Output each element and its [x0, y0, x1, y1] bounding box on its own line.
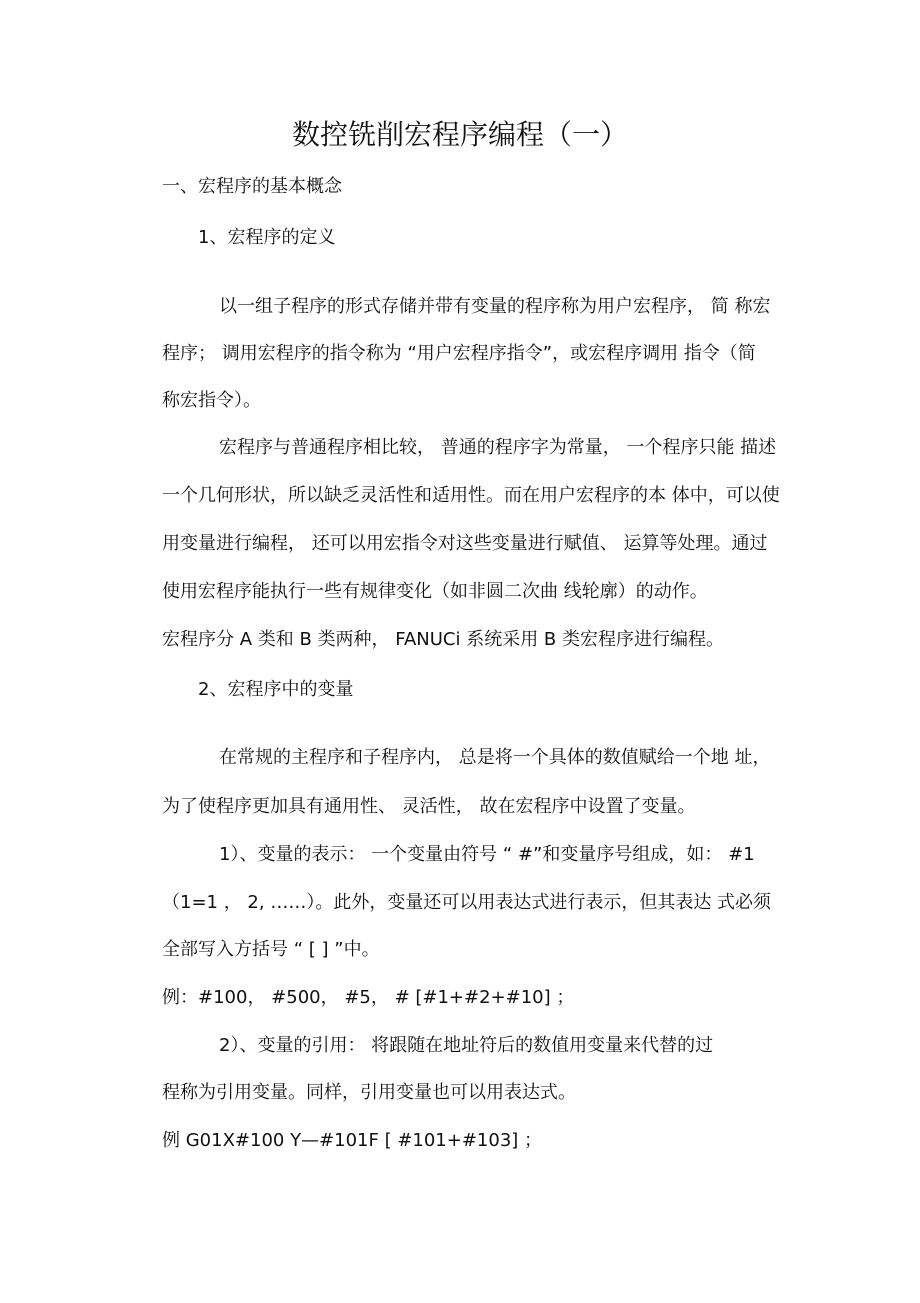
- paragraph-line: 用变量进行编程， 还可以用宏指令对这些变量进行赋值、 运算等处理。通过: [162, 533, 768, 554]
- section-heading: 一、宏程序的基本概念: [162, 176, 342, 197]
- subsection-heading: 1、宏程序的定义: [198, 227, 336, 248]
- paragraph-line: 宏程序与普通程序相比较， 普通的程序字为常量， 一个程序只能 描述: [219, 437, 777, 458]
- paragraph-line: 2）、变量的引用： 将跟随在地址符后的数值用变量来代替的过: [219, 1035, 714, 1056]
- paragraph-line: 全部写入方括号 “ [ ] ”中。: [162, 939, 380, 960]
- paragraph-line: 1）、变量的表示： 一个变量由符号 “ #”和变量序号组成，如： #1: [219, 844, 755, 865]
- paragraph-line: 使用宏程序能执行一些有规律变化（如非圆二次曲 线轮廓）的动作。: [162, 581, 708, 602]
- page-title: 数控铣削宏程序编程（一）: [291, 118, 628, 151]
- paragraph-line: 称宏指令）。: [162, 390, 261, 411]
- example-line: 例：#100， #500， #5， # [#1+#2+#10] ；: [162, 987, 575, 1008]
- paragraph-line: 以一组子程序的形式存储并带有变量的程序称为用户宏程序， 简 称宏: [219, 296, 771, 317]
- paragraph-line: （1=1 ， 2, ……）。此外，变量还可以用表达式进行表示，但其表达 式必须: [162, 892, 772, 913]
- paragraph-line: 程序； 调用宏程序的指令称为 “用户宏程序指令”，或宏程序调用 指令（简: [162, 343, 756, 364]
- subsection-heading: 2、宏程序中的变量: [198, 679, 354, 700]
- paragraph-line: 宏程序分 A 类和 B 类两种， FANUCi 系统采用 B 类宏程序进行编程。: [162, 629, 725, 650]
- paragraph-line: 为了使程序更加具有通用性、 灵活性， 故在宏程序中设置了变量。: [162, 796, 696, 817]
- example-line: 例 G01X#100 Y—#101F [ #101+#103] ；: [162, 1130, 543, 1151]
- paragraph-line: 在常规的主程序和子程序内， 总是将一个具体的数值赋给一个地 址，: [219, 747, 771, 768]
- paragraph-line: 程称为引用变量。同样，引用变量也可以用表达式。: [162, 1082, 576, 1103]
- paragraph-line: 一个几何形状，所以缺乏灵活性和适用性。而在用户宏程序的本 体中，可以使: [162, 485, 780, 506]
